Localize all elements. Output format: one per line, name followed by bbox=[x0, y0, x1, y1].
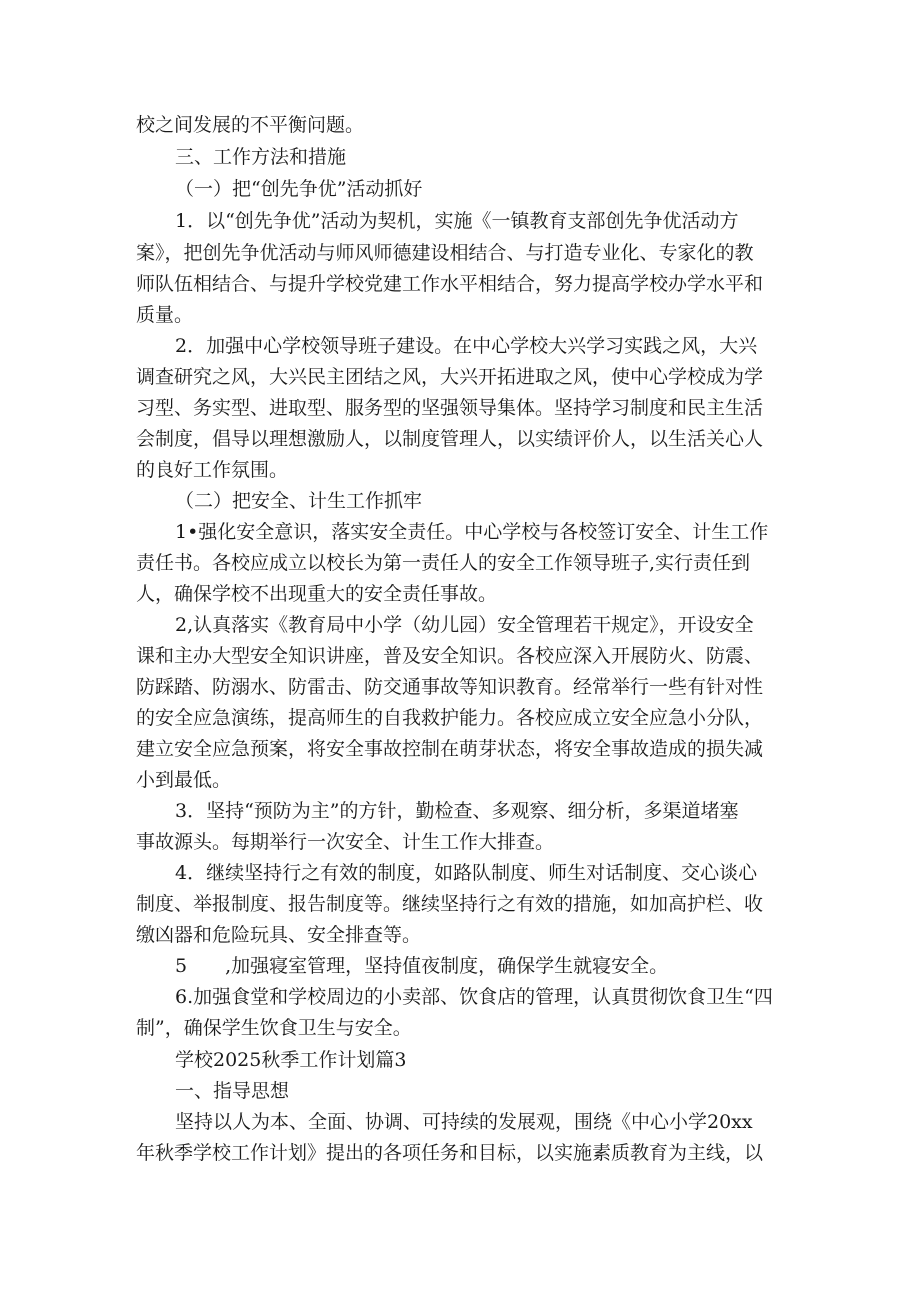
text-line: 小到最低。 bbox=[136, 769, 232, 791]
text-line: 人，确保学校不出现重大的安全责任事故。 bbox=[136, 583, 498, 605]
text-line: 建立安全应急预案，将安全事故控制在萌芽状态，将安全事故造成的损失减 bbox=[136, 738, 764, 760]
text-line: 4．继续坚持行之有效的制度，如路队制度、师生对话制度、交心谈心 bbox=[175, 862, 758, 884]
subsection-heading: （二）把安全、计生工作抓牢 bbox=[175, 490, 423, 512]
text-line: 6.加强食堂和学校周边的小卖部、饮食店的管理，认真贯彻饮食卫生“四 bbox=[175, 986, 773, 1008]
text-line: 师队伍相结合、与提升学校党建工作水平相结合，努力提高学校办学水平和 bbox=[136, 273, 764, 295]
section-heading: 三、工作方法和措施 bbox=[175, 146, 347, 168]
text-line: 课和主办大型安全知识讲座，普及安全知识。各校应深入开展防火、防震、 bbox=[136, 645, 764, 667]
text-line: 质量。 bbox=[136, 304, 194, 326]
text-line: 年秋季学校工作计划》提出的各项任务和目标，以实施素质教育为主线，以 bbox=[136, 1142, 764, 1164]
text-line: 坚持以人为本、全面、协调、可持续的发展观，围绕《中心小学20xx bbox=[175, 1111, 753, 1133]
subsection-heading: （一）把“创先争优”活动抓好 bbox=[175, 178, 423, 200]
text-line: 制度、举报制度、报告制度等。继续坚持行之有效的措施，如加高护栏、收 bbox=[136, 893, 764, 915]
chapter-heading: 学校2025秋季工作计划篇3 bbox=[175, 1049, 407, 1071]
text-line: 2,认真落实《教育局中小学（幼儿园）安全管理若干规定》，开设安全 bbox=[175, 614, 754, 636]
text-line: 责任书。各校应成立以校长为第一责任人的安全工作领导班子,实行责任到 bbox=[136, 552, 751, 574]
text-line: 1•强化安全意识，落实安全责任。中心学校与各校签订安全、计生工作 bbox=[175, 521, 769, 543]
text-line: 缴凶器和危险玩具、安全排查等。 bbox=[136, 924, 422, 946]
text-line: 调查研究之风，大兴民主团结之风，大兴开拓进取之风，使中心学校成为学 bbox=[136, 366, 764, 388]
text-line: 习型、务实型、进取型、服务型的坚强领导集体。坚持学习制度和民主生活 bbox=[136, 397, 764, 419]
text-line: 制”，确保学生饮食卫生与安全。 bbox=[136, 1017, 412, 1039]
text-line: 5 ,加强寝室管理，坚持值夜制度，确保学生就寝安全。 bbox=[175, 955, 669, 977]
text-line: 2．加强中心学校领导班子建设。在中心学校大兴学习实践之风，大兴 bbox=[175, 335, 758, 357]
section-heading: 一、指导思想 bbox=[175, 1080, 290, 1102]
text-line: 校之间发展的不平衡问题。 bbox=[136, 114, 365, 136]
text-line: 事故源头。每期举行一次安全、计生工作大排查。 bbox=[136, 831, 555, 853]
text-line: 的良好工作氛围。 bbox=[136, 459, 289, 481]
text-line: 1．以“创先争优”活动为契机，实施《一镇教育支部创先争优活动方 bbox=[175, 210, 739, 232]
text-line: 3．坚持“预防为主”的方针，勤检查、多观察、细分析，多渠道堵塞 bbox=[175, 800, 739, 822]
text-line: 防踩踏、防溺水、防雷击、防交通事故等知识教育。经常举行一些有针对性 bbox=[136, 676, 764, 698]
text-line: 的安全应急演练，提高师生的自我救护能力。各校应成立安全应急小分队， bbox=[136, 707, 764, 729]
text-line: 会制度，倡导以理想激励人，以制度管理人，以实绩评价人，以生活关心人 bbox=[136, 428, 764, 450]
text-line: 案》，把创先争优活动与师风师德建设相结合、与打造专业化、专家化的教 bbox=[136, 242, 754, 264]
